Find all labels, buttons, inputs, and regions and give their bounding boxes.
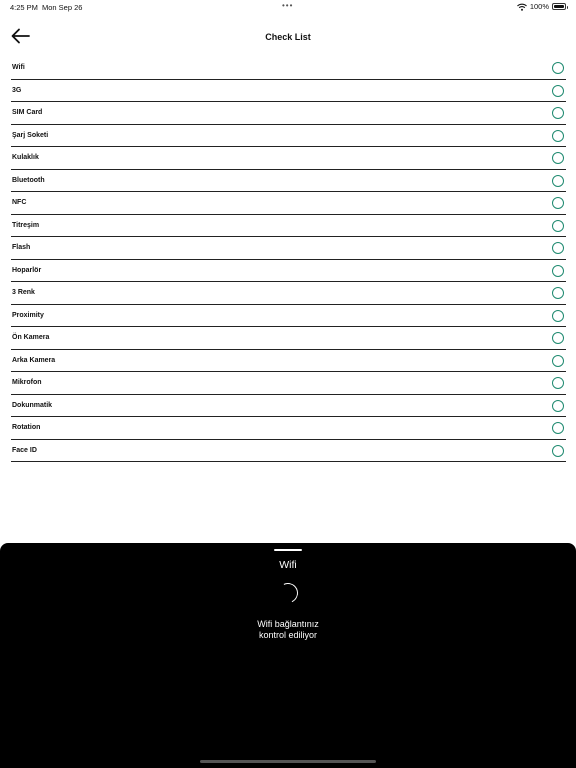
checkbox-circle-icon[interactable] [552,130,564,142]
checkbox-circle-icon[interactable] [552,152,564,164]
checkbox-circle-icon[interactable] [552,400,564,412]
checkbox-circle-icon[interactable] [552,107,564,119]
list-item-label: Ön Kamera [12,334,50,341]
list-item[interactable] [11,395,566,418]
list-item[interactable] [11,192,566,215]
list-item-label: Rotation [12,424,41,431]
sheet-title: Wifi [279,559,297,571]
status-time: 4:25 PM [10,3,38,12]
navigation-bar [0,22,576,52]
list-item[interactable] [11,282,566,305]
list-item-label: Face ID [12,446,37,454]
list-item[interactable] [11,372,566,395]
multitasking-dots-icon[interactable]: ••• [282,1,294,10]
list-item-label: Wifi [12,64,25,71]
loading-spinner-icon [275,580,301,606]
checkbox-circle-icon[interactable] [552,220,564,232]
status-right [517,2,566,11]
list-item[interactable] [11,80,566,103]
wifi-icon [517,3,527,11]
list-item-label: Arka Kamera [12,356,56,364]
page-title: Check List [265,32,311,42]
list-item-label: Flash [12,244,31,251]
list-item-label: Şarj Soketi [12,131,49,139]
list-item-label: 3 Renk [12,289,35,296]
list-item[interactable] [11,215,566,238]
checkbox-circle-icon[interactable] [552,355,564,367]
battery-percent: 100% [529,2,549,11]
checkbox-circle-icon[interactable] [552,62,564,74]
list-item-label: Proximity [12,311,44,319]
sheet-grab-handle[interactable] [274,549,302,551]
list-item-label: Mikrofon [12,379,42,386]
status-bar [0,0,576,14]
list-item-label: SIM Card [12,109,43,116]
list-item[interactable] [11,260,566,283]
check-list [11,57,566,462]
list-item-label: Kulaklık [12,154,39,161]
list-item[interactable] [11,440,566,463]
list-item-label: Dokunmatik [12,401,53,409]
list-item[interactable] [11,170,566,193]
sheet-message: Wifi bağlantınız kontrol ediliyor [257,619,319,640]
battery-fill [554,5,564,8]
list-item-label: NFC [12,199,27,206]
checkbox-circle-icon[interactable] [552,265,564,277]
checkbox-circle-icon[interactable] [552,197,564,209]
list-item[interactable] [11,305,566,328]
list-item[interactable] [11,350,566,373]
checkbox-circle-icon[interactable] [552,85,564,97]
list-item[interactable] [11,102,566,125]
checkbox-circle-icon[interactable] [552,287,564,299]
list-item-label: Titreşim [12,221,40,229]
list-item[interactable] [11,327,566,350]
checkbox-circle-icon[interactable] [552,175,564,187]
checkbox-circle-icon[interactable] [552,310,564,322]
list-item[interactable] [11,57,566,80]
list-item-label: Bluetooth [12,176,45,184]
list-item-label: Hoparlör [12,266,42,274]
checkbox-circle-icon[interactable] [552,242,564,254]
bottom-sheet [0,543,576,768]
status-date: Mon Sep 26 [42,3,83,12]
checkbox-circle-icon[interactable] [552,332,564,344]
list-item-label: 3G [12,86,22,94]
home-indicator [200,760,376,763]
list-item[interactable] [11,125,566,148]
battery-icon [552,3,566,10]
list-item[interactable] [11,147,566,170]
list-item[interactable] [11,237,566,260]
checkbox-circle-icon[interactable] [552,422,564,434]
list-item[interactable] [11,417,566,440]
checkbox-circle-icon[interactable] [552,377,564,389]
checkbox-circle-icon[interactable] [552,445,564,457]
